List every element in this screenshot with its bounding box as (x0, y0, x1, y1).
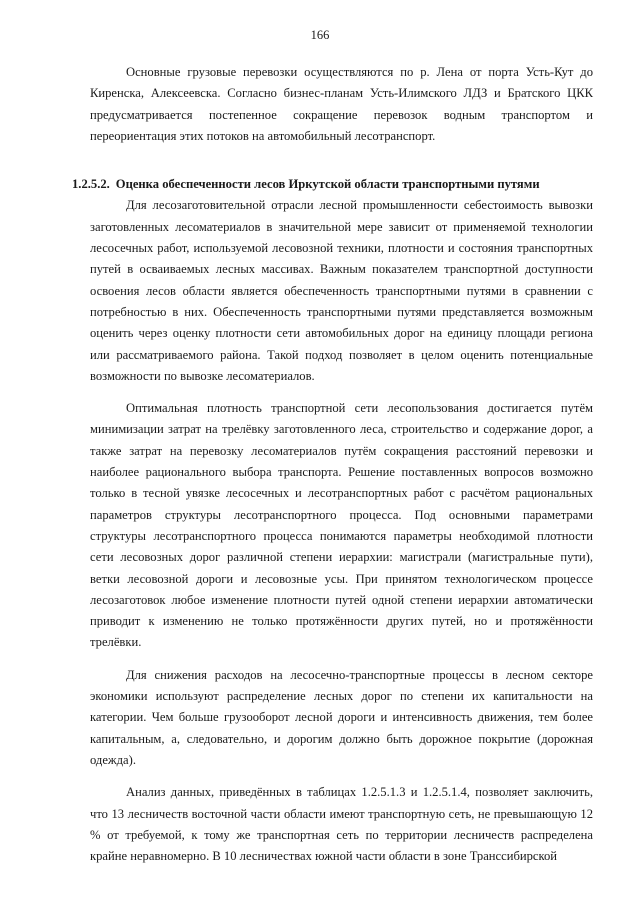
paragraph-optimal-density: Оптимальная плотность транспортной сети лесопользования достигается путём минимизации затрат на трелёвку заготовленного леса, строительство и содержание дорог, а также затрат на перевозку лесоматериалов путём сокращения расстояний перевозки и наиболее рационального выбора транспорта. Решение поставленных вопросов возможно только в тесной увязке лесосечных и лесотранспортных работ с расчётом рациональных параметров структуры лесотранспортного процесса. Под основными параметрами структуры лесотранспортного процесса понимаются параметры необходимой плотности сети лесовозных дорог различной степени иерархии: магистрали (магистральные пути), ветки лесовозной дороги и лесовозные усы. При принятом технологическом процессе лесозаготовок любое изменение плотности путей одной степени иерархии автоматически приводит к изменению не только протяжённости других путей, но и протяжённости трелёвки. (90, 401, 593, 650)
paragraph-water-transport: Основные грузовые перевозки осуществляются по р. Лена от порта Усть-Кут до Киренска, Алексеевска. Согласно бизнес-планам Усть-Илимского ЛДЗ и Братского ЦКК предусматривается постепенное сокращение перевозок водным транспортом и переориентация этих потоков на автомобильный лесотранспорт. (90, 65, 593, 143)
spacer (90, 771, 593, 782)
section-heading (72, 174, 593, 195)
paragraph-data-analysis: Анализ данных, приведённых в таблицах 1.2.5.1.3 и 1.2.5.1.4, позволяет заключить, что 13 лесничеств восточной части области имеют транспортную сеть, не превышающую 12 % от требуемой, к тому же транспортная сеть по территории лесничеств распределена крайне неравномерно. В 10 лесничествах южной части области в зоне Транссибирской (90, 785, 593, 864)
spacer (90, 387, 593, 398)
spacer (90, 147, 593, 174)
paragraph-cost-factors: Для лесозаготовительной отрасли лесной промышленности себестоимость вывозки заготовленных лесоматериалов в значительной мере зависит от применяемой технологии лесосечных работ, используемой лесовозной техники, плотности и состояния транспортных путей в осваиваемых лесных массивах. Важным показателем транспортной доступности освоения лесов области является обеспеченность транспортными путями в сравнении с потребностью в них. Обеспеченность транспортными путями представляется возможным оценить через оценку плотности сети автомобильных дорог на единицу площади региона или рассматриваемого района. Такой подход позволяет в целом оценить потенциальные возможности по вывозке лесоматериалов. (90, 198, 593, 383)
page-number: 166 (310, 28, 330, 42)
section-number: 1.2.5.2. (72, 177, 110, 192)
section-title: Оценка обеспеченности лесов Иркутской области транспортными путями (115, 177, 540, 192)
document-body (72, 62, 593, 867)
spacer (90, 654, 593, 665)
paragraph-road-categories: Для снижения расходов на лесосечно-транспортные процессы в лесном секторе экономики используют распределение лесных дорог по степени их капитальности на категории. Чем больше грузооборот лесной дороги и интенсивность движения, тем более капитальным, а, следовательно, и дорогим должно быть дорожное покрытие (дорожная одежда). (90, 667, 593, 767)
